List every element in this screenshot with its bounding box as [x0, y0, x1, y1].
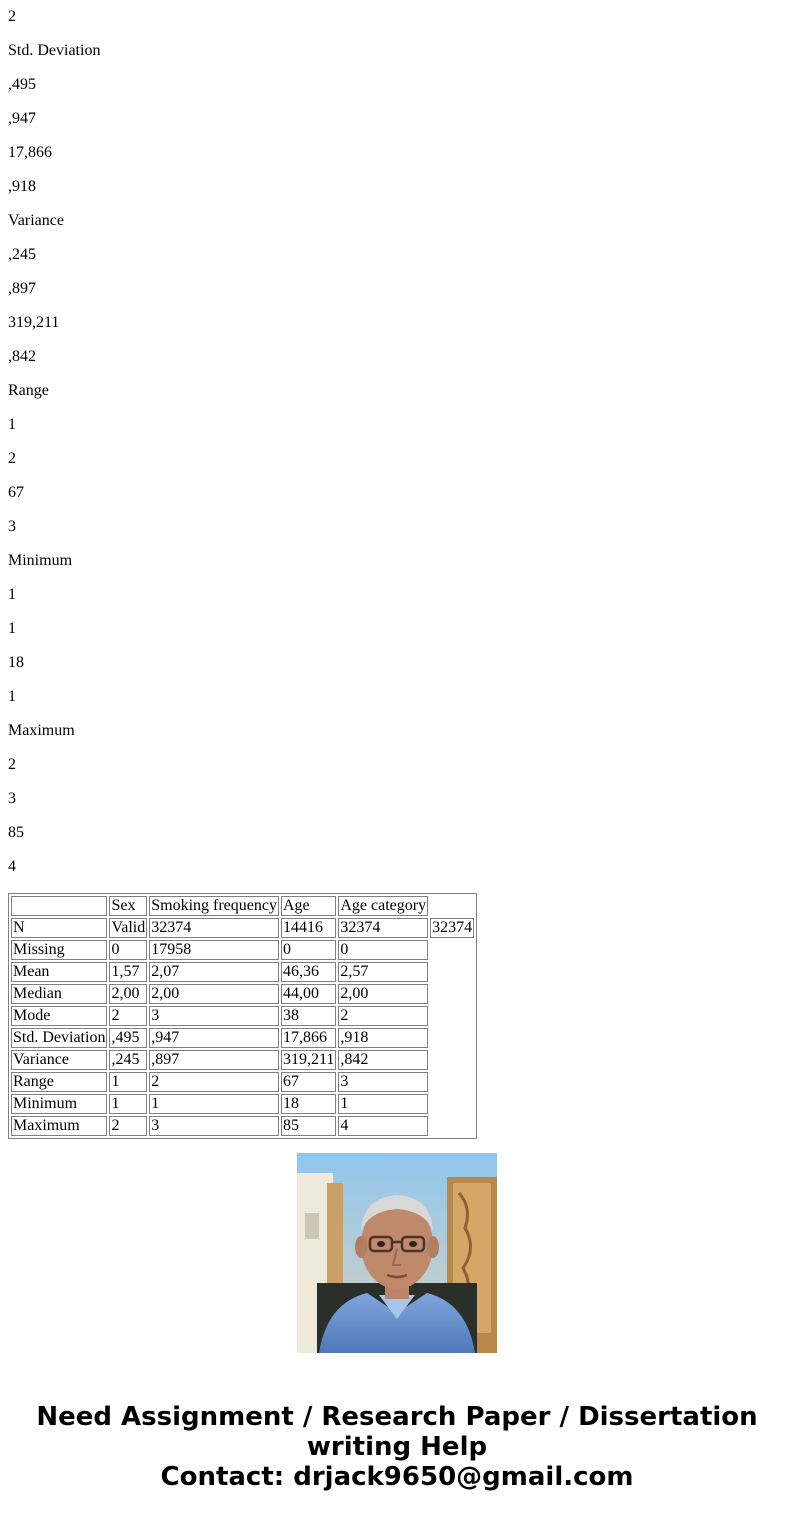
text-line: 1	[8, 620, 16, 637]
table-row	[11, 918, 474, 938]
table-cell: 2	[338, 1006, 428, 1026]
table-cell: 32374	[338, 918, 428, 938]
text-line: 2	[8, 8, 16, 25]
table-header-row	[11, 896, 474, 916]
text-line: 3	[8, 518, 16, 535]
text-line: 1	[8, 586, 16, 603]
text-line: 319,211	[8, 314, 60, 331]
table-cell: Valid	[111, 919, 146, 936]
table-cell: ,245	[109, 1050, 147, 1070]
promo-contact: Contact: drjack9650@gmail.com	[160, 1462, 634, 1492]
table-cell: 32374	[149, 918, 279, 938]
table-cell: ,947	[149, 1028, 279, 1048]
table-cell: 3	[338, 1072, 428, 1092]
header-cell	[11, 896, 107, 916]
text-line: 67	[8, 484, 24, 501]
table-cell: 1	[109, 1094, 147, 1114]
text-line: Minimum	[8, 552, 73, 569]
author-photo	[297, 1153, 497, 1353]
table-cell: Minimum	[11, 1094, 107, 1114]
table-cell: Maximum	[11, 1116, 107, 1136]
promo-banner	[0, 1402, 794, 1492]
table-cell: 3	[149, 1116, 279, 1136]
table-cell: Mean	[11, 962, 107, 982]
text-line: ,897	[8, 280, 36, 297]
table-cell: 2,00	[338, 984, 428, 1004]
table-cell: 44,00	[281, 984, 336, 1004]
table-cell: 17958	[149, 940, 279, 960]
table-cell: 38	[281, 1006, 336, 1026]
table-row	[11, 1116, 474, 1136]
text-line: 1	[8, 416, 16, 433]
promo-line: Need Assignment / Research Paper / Dissertation	[36, 1402, 758, 1432]
text-line: ,495	[8, 76, 36, 93]
table-cell: 1	[338, 1094, 428, 1114]
table-cell: 1,57	[109, 962, 147, 982]
table-cell: Variance	[11, 1050, 107, 1070]
table-row	[11, 940, 474, 960]
text-line: 18	[8, 654, 24, 671]
table-cell: ,918	[338, 1028, 428, 1048]
header-cell: Smoking frequency	[151, 897, 277, 914]
text-line: 1	[8, 688, 16, 705]
text-line: 2	[8, 756, 16, 773]
table-cell: 18	[281, 1094, 336, 1114]
table-cell: 46,36	[281, 962, 336, 982]
table-cell: 2	[109, 1006, 147, 1026]
text-line: ,245	[8, 246, 36, 263]
table-cell: 85	[281, 1116, 336, 1136]
table-cell: ,897	[149, 1050, 279, 1070]
table-cell: 2,00	[149, 984, 279, 1004]
table-cell: 0	[109, 940, 147, 960]
text-line: 85	[8, 824, 24, 841]
header-cell: Age	[281, 896, 336, 916]
text-line: Range	[8, 382, 49, 399]
table-cell: Missing	[11, 940, 107, 960]
table-cell: 319,211	[282, 1051, 335, 1068]
table-cell: 2,57	[338, 962, 428, 982]
table-row	[11, 1094, 474, 1114]
table-row	[11, 1028, 474, 1048]
table-row	[11, 962, 474, 982]
header-cell: Sex	[109, 896, 147, 916]
table-cell: ,495	[109, 1028, 147, 1048]
table-cell: Range	[11, 1072, 107, 1092]
header-cell: Age category	[340, 897, 427, 914]
table-cell: 14416	[281, 918, 336, 938]
empty-cell	[430, 896, 474, 916]
table-cell: 1	[149, 1094, 279, 1114]
table-cell: 1	[109, 1072, 147, 1092]
table-cell: Median	[11, 984, 107, 1004]
table-cell: 17,866	[281, 1028, 336, 1048]
table-cell: 0	[281, 940, 336, 960]
author-portrait-illustration	[297, 1153, 497, 1353]
table-cell: 4	[338, 1116, 428, 1136]
table-cell: Mode	[11, 1006, 107, 1026]
text-line: 3	[8, 790, 16, 807]
text-line: Maximum	[8, 722, 75, 739]
table-cell: 2	[109, 1116, 147, 1136]
table-row	[11, 1050, 474, 1070]
table-cell: 2,00	[109, 984, 147, 1004]
table-cell: 0	[338, 940, 428, 960]
statistics-table	[8, 893, 477, 1139]
table-cell: 67	[281, 1072, 336, 1092]
text-line: 17,866	[8, 144, 52, 161]
table-row	[11, 984, 474, 1004]
text-line: 4	[8, 858, 16, 875]
text-line: ,842	[8, 348, 36, 365]
table-cell: ,842	[338, 1050, 428, 1070]
statistics-table-viewport	[8, 893, 478, 1134]
table-cell: 2	[149, 1072, 279, 1092]
text-line: ,947	[8, 110, 36, 127]
table-row	[11, 1072, 474, 1092]
table-cell: 32374	[432, 919, 473, 936]
table-cell: N	[11, 918, 107, 938]
table-row	[11, 1006, 474, 1026]
text-line: Std. Deviation	[8, 42, 101, 59]
text-line: Variance	[8, 212, 64, 229]
text-line: ,918	[8, 178, 36, 195]
descriptive-stats-text-list	[8, 0, 788, 884]
text-line: 2	[8, 450, 16, 467]
table-cell: 3	[149, 1006, 279, 1026]
table-cell: Std. Deviation	[13, 1029, 106, 1046]
promo-line: writing Help	[306, 1432, 488, 1462]
table-cell: 2,07	[149, 962, 279, 982]
